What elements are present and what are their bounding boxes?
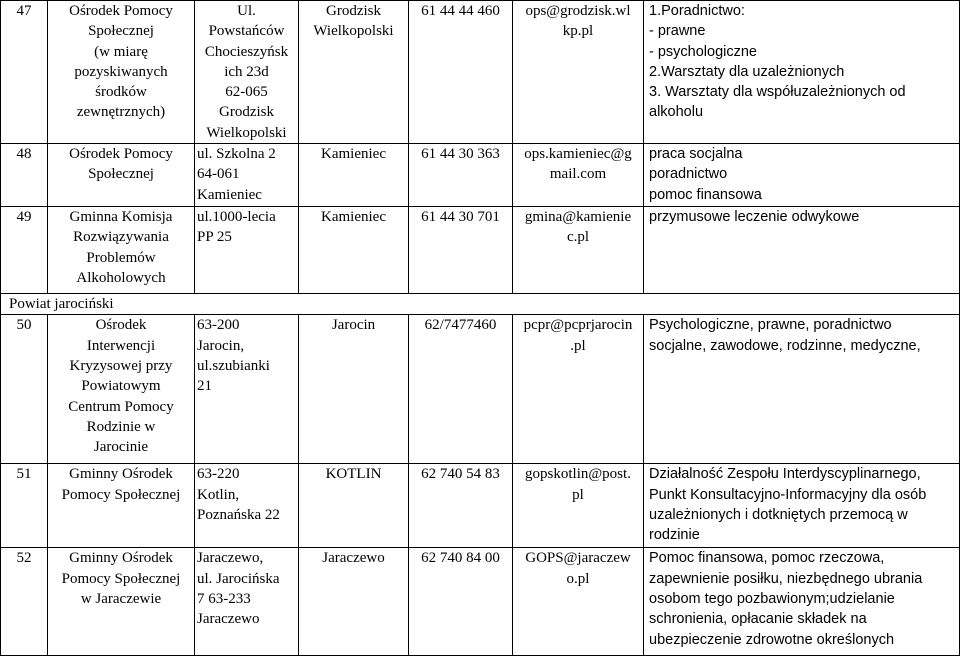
address-cell: 63-220 Kotlin, Poznańska 22 bbox=[195, 464, 299, 548]
city-cell: Kamieniec bbox=[299, 207, 409, 294]
city-cell: Jarocin bbox=[299, 315, 409, 464]
row-number: 47 bbox=[1, 1, 48, 144]
institution-name: Ośrodek Interwencji Kryzysowej przy Powiatowym Centrum Pomocy Rodzinie w Jarocinie bbox=[48, 315, 195, 464]
table-row bbox=[1, 548, 960, 656]
table-row bbox=[1, 1, 960, 144]
institution-name: Ośrodek Pomocy Społecznej (w miarę pozyskiwanych środków zewnętrznych) bbox=[48, 1, 195, 144]
email-cell[interactable]: gopskotlin@post. pl bbox=[513, 464, 644, 548]
services-cell: przymusowe leczenie odwykowe bbox=[644, 207, 960, 294]
city-cell: Kamieniec bbox=[299, 144, 409, 207]
table-row bbox=[1, 315, 960, 464]
phone-cell: 62/7477460 bbox=[409, 315, 513, 464]
city-cell: Grodzisk Wielkopolski bbox=[299, 1, 409, 144]
institution-name: Gminna Komisja Rozwiązywania Problemów Alkoholowych bbox=[48, 207, 195, 294]
phone-cell: 61 44 30 363 bbox=[409, 144, 513, 207]
address-cell: ul. Szkolna 2 64-061 Kamieniec bbox=[195, 144, 299, 207]
row-number: 51 bbox=[1, 464, 48, 548]
address-cell: Ul. Powstańców Chocieszyńsk ich 23d 62-065 Grodzisk Wielkopolski bbox=[195, 1, 299, 144]
email-cell[interactable]: ops@grodzisk.wl kp.pl bbox=[513, 1, 644, 144]
services-cell: praca socjalna poradnictwo pomoc finansowa bbox=[644, 144, 960, 207]
section-header-row bbox=[1, 294, 960, 315]
email-cell[interactable]: ops.kamieniec@g mail.com bbox=[513, 144, 644, 207]
table-row bbox=[1, 144, 960, 207]
city-cell: Jaraczewo bbox=[299, 548, 409, 656]
address-cell: 63-200 Jarocin, ul.szubianki 21 bbox=[195, 315, 299, 464]
address-cell: Jaraczewo, ul. Jarocińska 7 63-233 Jaraczewo bbox=[195, 548, 299, 656]
services-cell: 1.Poradnictwo: - prawne - psychologiczne 2.Warsztaty dla uzależnionych 3. Warsztaty dla współuzależnionych od alkoholu bbox=[644, 1, 960, 144]
phone-cell: 61 44 30 701 bbox=[409, 207, 513, 294]
phone-cell: 62 740 84 00 bbox=[409, 548, 513, 656]
row-number: 49 bbox=[1, 207, 48, 294]
institution-name: Ośrodek Pomocy Społecznej bbox=[48, 144, 195, 207]
city-cell: KOTLIN bbox=[299, 464, 409, 548]
email-cell[interactable]: gmina@kamienie c.pl bbox=[513, 207, 644, 294]
table-row bbox=[1, 464, 960, 548]
services-cell: Psychologiczne, prawne, poradnictwo socjalne, zawodowe, rodzinne, medyczne, bbox=[644, 315, 960, 464]
address-cell: ul.1000-lecia PP 25 bbox=[195, 207, 299, 294]
institution-name: Gminny Ośrodek Pomocy Społecznej bbox=[48, 464, 195, 548]
phone-cell: 61 44 44 460 bbox=[409, 1, 513, 144]
services-cell: Pomoc finansowa, pomoc rzeczowa, zapewnienie posiłku, niezbędnego ubrania osobom tego pozbawionym;udzielanie schronienia, opłacanie składek na ubezpieczenie zdrowotne określonych bbox=[644, 548, 960, 656]
row-number: 50 bbox=[1, 315, 48, 464]
email-cell[interactable]: GOPS@jaraczew o.pl bbox=[513, 548, 644, 656]
table-row bbox=[1, 207, 960, 294]
row-number: 52 bbox=[1, 548, 48, 656]
row-number: 48 bbox=[1, 144, 48, 207]
phone-cell: 62 740 54 83 bbox=[409, 464, 513, 548]
email-cell[interactable]: pcpr@pcprjarocin .pl bbox=[513, 315, 644, 464]
institution-name: Gminny Ośrodek Pomocy Społecznej w Jaraczewie bbox=[48, 548, 195, 656]
section-title: Powiat jarociński bbox=[1, 294, 960, 315]
services-cell: Działalność Zespołu Interdyscyplinarnego, Punkt Konsultacyjno-Informacyjny dla osób uzależnionych i dotkniętych przemocą w rodzinie bbox=[644, 464, 960, 548]
